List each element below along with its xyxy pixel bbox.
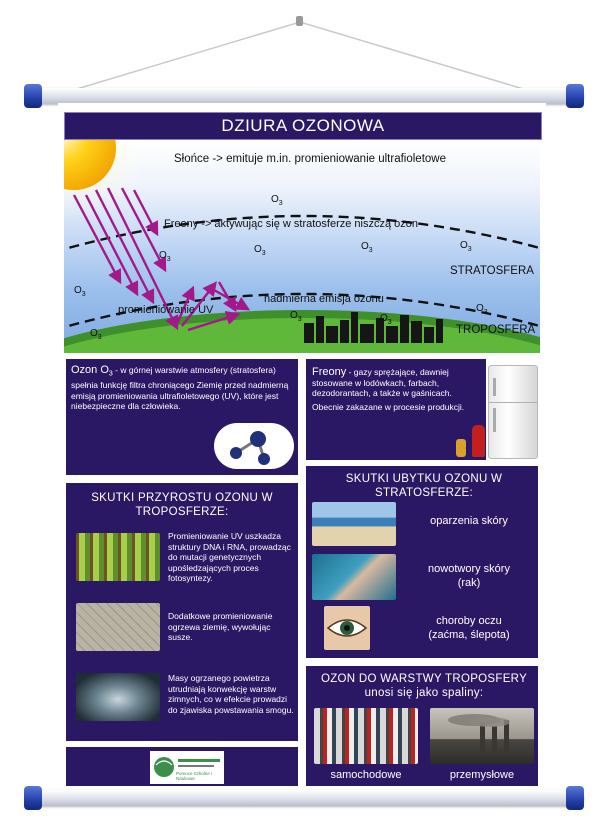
- ozone-molecule-label: $O_3$: [361, 241, 373, 254]
- ozone-molecule-label: $O_3$: [460, 240, 472, 253]
- ubytek-panel: [304, 464, 540, 660]
- przyrost-panel: [64, 481, 300, 743]
- ozone-molecule-label: $O_3$: [271, 194, 283, 207]
- top-rod-right-cap: [566, 84, 584, 108]
- freony-info-text: Freony - gazy sprężające, dawniej stosowane w lodówkach, farbach, dezodorantach, a także w gaśnicach. Obecnie zakazane w procesie produkcji.: [312, 366, 465, 412]
- spaliny-right-label: przemysłowe: [449, 769, 515, 781]
- emisja-caption: nadmierna emisja ozonu: [264, 293, 384, 305]
- factory-photo: [430, 708, 534, 764]
- top-rod-left-cap: [24, 84, 42, 108]
- ozon-info-panel: [64, 357, 300, 477]
- forest-photo: [76, 533, 160, 581]
- atmosphere-illustration: [64, 140, 540, 353]
- ozone-molecule-label: $O_3$: [380, 313, 392, 326]
- ubytek-item-1: oparzenia skóry: [430, 515, 508, 527]
- molecule-graphic-frame: [214, 423, 294, 469]
- ozone-molecule-icon: [214, 423, 294, 469]
- smog-photo: [76, 673, 160, 721]
- poster-title: DZIURA OZONOWA: [64, 112, 542, 140]
- factory-icon: [430, 708, 534, 764]
- top-rod: [28, 88, 584, 104]
- przyrost-item-3: Masy ogrzanego powietrza utrudniają konwekcję warstw zimnych, co w efekcie prowadzi do zjawiska powstawania smogu.: [168, 673, 294, 715]
- spray-can-icon: [456, 439, 466, 457]
- ozone-molecule-label: $O_3$: [159, 250, 171, 263]
- ozone-molecule-label: $O_3$: [290, 310, 302, 323]
- logo-text: Pomoce Szkolne i Naukowe: [176, 771, 213, 781]
- eye-photo: [324, 606, 370, 650]
- beach-photo: [312, 502, 396, 546]
- ozone-molecule-label: $O_3$: [254, 244, 266, 257]
- ozon-info-text: Ozon $O_3$ - w górnej warstwie atmosfery (stratosfera) spełnia funkcję filtra chroniącego Ziemię przed nadmierną emisją promieniowania ultrafioletowego (UV), które jest niebezpieczne dla człowieka.: [71, 364, 289, 412]
- ubytek-item-2: nowotwory skóry (rak): [428, 563, 510, 589]
- bottom-rod: [28, 790, 584, 806]
- drought-photo: [76, 603, 160, 651]
- stratosfera-label: STRATOSFERA: [450, 265, 534, 277]
- przyrost-item-1: Promieniowanie UV uszkadza struktury DNA i RNA, prowadząc do mutacji genetycznych upośledzających proces fotosyntezy.: [168, 531, 291, 583]
- traffic-photo: [314, 708, 418, 764]
- przyrost-heading: SKUTKI PRZYROSTU OZONU W TROPOSFERZE:: [91, 492, 273, 518]
- ozone-molecule-label: $O_3$: [476, 303, 488, 316]
- spaliny-left-label: samochodowe: [330, 769, 402, 781]
- spaliny-heading: OZON DO WARSTWY TROPOSFERY unosi się jako spaliny:: [320, 673, 528, 699]
- fire-extinguisher-icon: [472, 425, 485, 457]
- troposfera-label: TROPOSFERA: [456, 324, 536, 336]
- ubytek-item-3: choroby oczu (zaćma, ślepota): [428, 615, 510, 641]
- fridge-icon: [488, 365, 538, 459]
- freony-caption: Freony -> aktywując się w stratosferze niszczą ozon: [164, 218, 419, 230]
- ubytek-heading: SKUTKI UBYTKU OZONU W STRATOSFERZE:: [345, 473, 503, 499]
- freony-info-panel: [304, 357, 540, 462]
- publisher-logo: [150, 751, 224, 784]
- przyrost-item-2: Dodatkowe promieniowanie ogrzewa ziemię, wywołując susze.: [168, 611, 273, 642]
- footer-panel: [64, 745, 300, 788]
- eye-icon: [324, 606, 370, 650]
- bottom-rod-right-cap: [566, 786, 584, 810]
- sun-caption: Słońce -> emituje m.in. promieniowanie ultrafioletowe: [174, 153, 446, 165]
- uv-caption: promieniowanie UV: [118, 304, 214, 316]
- bottom-rod-left-cap: [24, 786, 42, 810]
- surgery-photo: [312, 554, 396, 600]
- ozone-molecule-label: $O_3$: [90, 328, 102, 341]
- spaliny-panel: [304, 664, 540, 788]
- ozone-molecule-label: $O_3$: [74, 285, 86, 298]
